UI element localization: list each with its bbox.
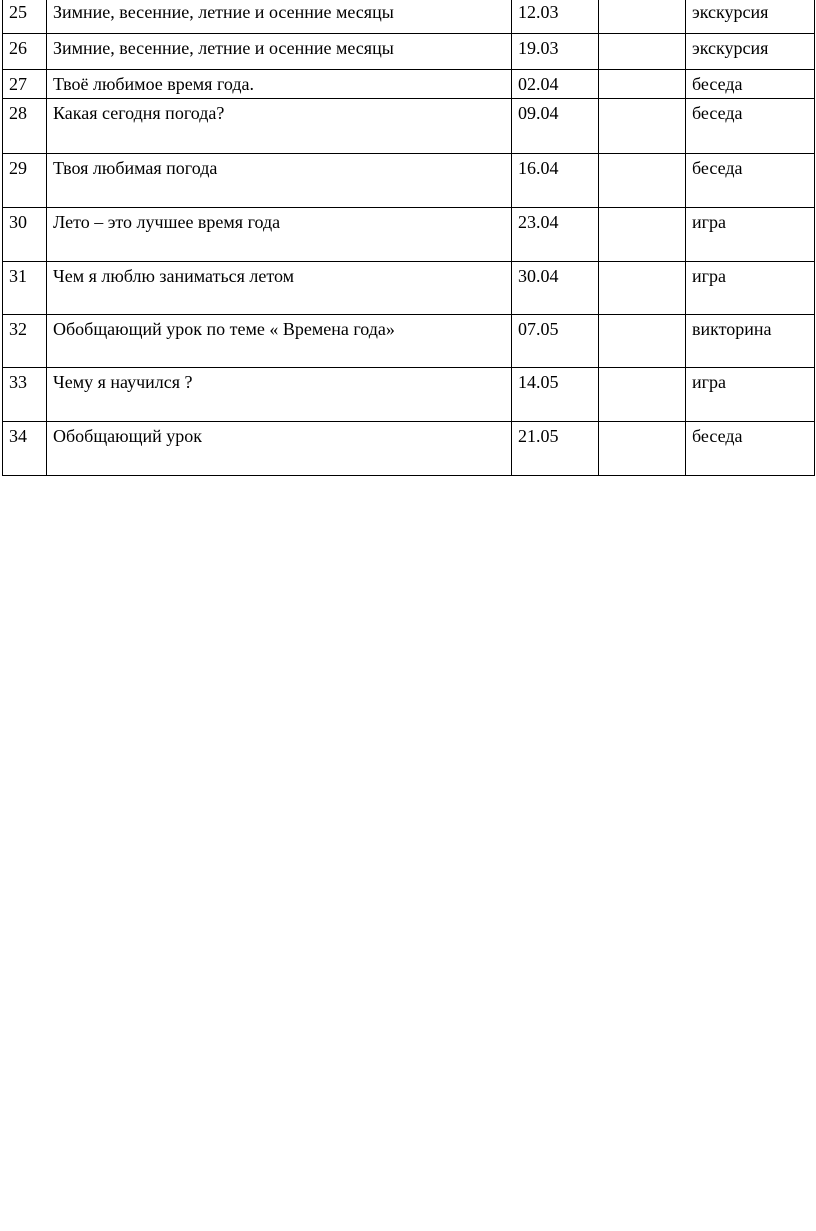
empty-cell — [599, 315, 686, 368]
lesson-topic-cell: Обобщающий урок — [47, 422, 512, 476]
empty-cell — [599, 208, 686, 262]
lesson-topic-cell: Какая сегодня погода? — [47, 99, 512, 154]
table-row — [3, 154, 815, 208]
lesson-number-cell: 28 — [3, 99, 47, 154]
lesson-form-cell: беседа — [686, 154, 815, 208]
lesson-date-cell: 21.05 — [512, 422, 599, 476]
lesson-topic-cell: Твоё любимое время года. — [47, 70, 512, 99]
table-row — [3, 262, 815, 315]
lesson-schedule-table — [2, 0, 815, 476]
table-row — [3, 422, 815, 476]
table-row — [3, 0, 815, 34]
lesson-number-cell: 31 — [3, 262, 47, 315]
empty-cell — [599, 34, 686, 70]
table-row — [3, 315, 815, 368]
lesson-date-cell: 07.05 — [512, 315, 599, 368]
lesson-form-cell: экскурсия — [686, 0, 815, 34]
lesson-number-cell: 30 — [3, 208, 47, 262]
lesson-date-cell: 09.04 — [512, 99, 599, 154]
lesson-number-cell: 33 — [3, 368, 47, 422]
lesson-date-cell: 12.03 — [512, 0, 599, 34]
table-row — [3, 368, 815, 422]
lesson-form-cell: игра — [686, 368, 815, 422]
empty-cell — [599, 154, 686, 208]
lesson-form-cell: игра — [686, 262, 815, 315]
empty-cell — [599, 0, 686, 34]
empty-cell — [599, 70, 686, 99]
empty-cell — [599, 99, 686, 154]
lesson-topic-cell: Зимние, весенние, летние и осенние месяцы — [47, 34, 512, 70]
lesson-form-cell: беседа — [686, 422, 815, 476]
table-row — [3, 70, 815, 99]
lesson-number-cell: 32 — [3, 315, 47, 368]
lesson-form-cell: беседа — [686, 99, 815, 154]
table-row — [3, 34, 815, 70]
lesson-date-cell: 14.05 — [512, 368, 599, 422]
lesson-date-cell: 02.04 — [512, 70, 599, 99]
lesson-number-cell: 26 — [3, 34, 47, 70]
lesson-form-cell: беседа — [686, 70, 815, 99]
lesson-date-cell: 16.04 — [512, 154, 599, 208]
lesson-date-cell: 19.03 — [512, 34, 599, 70]
lesson-topic-cell: Лето – это лучшее время года — [47, 208, 512, 262]
lesson-number-cell: 34 — [3, 422, 47, 476]
lesson-topic-cell: Твоя любимая погода — [47, 154, 512, 208]
lesson-topic-cell: Чему я научился ? — [47, 368, 512, 422]
lesson-form-cell: викторина — [686, 315, 815, 368]
lesson-number-cell: 27 — [3, 70, 47, 99]
table-row — [3, 208, 815, 262]
lesson-form-cell: экскурсия — [686, 34, 815, 70]
table-row — [3, 99, 815, 154]
empty-cell — [599, 422, 686, 476]
empty-cell — [599, 262, 686, 315]
lesson-date-cell: 23.04 — [512, 208, 599, 262]
lesson-topic-cell: Обобщающий урок по теме « Времена года» — [47, 315, 512, 368]
lesson-date-cell: 30.04 — [512, 262, 599, 315]
lesson-topic-cell: Зимние, весенние, летние и осенние месяцы — [47, 0, 512, 34]
lesson-number-cell: 25 — [3, 0, 47, 34]
lesson-number-cell: 29 — [3, 154, 47, 208]
lesson-topic-cell: Чем я люблю заниматься летом — [47, 262, 512, 315]
empty-cell — [599, 368, 686, 422]
lesson-form-cell: игра — [686, 208, 815, 262]
